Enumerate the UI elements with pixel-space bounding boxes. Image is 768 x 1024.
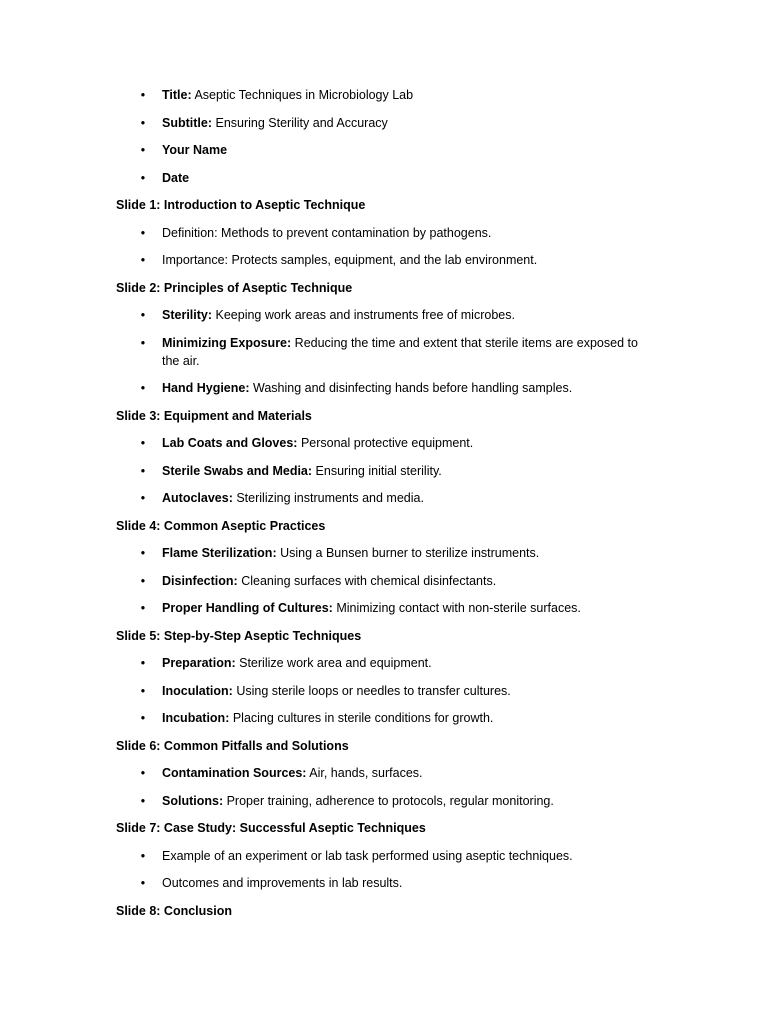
- item-text: Proper training, adherence to protocols, regular monitoring.: [226, 793, 554, 808]
- bullet-icon: •: [140, 253, 146, 267]
- list-item: [116, 682, 656, 700]
- bullet-list: [116, 847, 656, 893]
- item-term: Solutions:: [162, 793, 224, 808]
- item-term: Hand Hygiene:: [162, 381, 250, 395]
- list-item: [116, 654, 656, 672]
- list-item: [116, 764, 656, 782]
- bullet-list: [116, 434, 656, 507]
- item-text: Using a Bunsen burner to sterilize instruments.: [280, 546, 540, 560]
- list-item: [116, 599, 656, 617]
- slide-heading: Slide 7: Case Study: Successful Aseptic Techniques: [116, 821, 426, 835]
- bullet-list: [116, 544, 656, 617]
- list-item: [116, 874, 656, 892]
- slide-heading: Slide 5: Step-by-Step Aseptic Techniques: [116, 628, 362, 643]
- slide-heading: Slide 8: Conclusion: [116, 903, 232, 918]
- bullet-list: [116, 224, 656, 270]
- item-text: Washing and disinfecting hands before handling samples.: [253, 381, 573, 395]
- item-term: Inoculation:: [162, 683, 233, 698]
- list-item: [116, 169, 656, 187]
- bullet-list: [116, 654, 656, 727]
- list-item: [116, 572, 656, 590]
- item-term: Subtitle:: [162, 115, 212, 130]
- item-text: Ensuring initial sterility.: [315, 463, 442, 478]
- list-item: [116, 792, 656, 810]
- item-text: Personal protective equipment.: [300, 436, 474, 450]
- item-term: Contamination Sources:: [162, 766, 307, 780]
- item-text: Cleaning surfaces with chemical disinfectants.: [241, 573, 497, 588]
- item-term: Disinfection:: [162, 573, 238, 588]
- item-text: Air, hands, surfaces.: [309, 766, 423, 780]
- item-term: Lab Coats and Gloves:: [162, 436, 298, 450]
- list-item: [116, 251, 656, 269]
- bullet-list: [116, 86, 656, 187]
- list-item: [116, 224, 656, 242]
- bullet-icon: •: [140, 115, 146, 130]
- item-term: Sterility:: [162, 308, 213, 322]
- slide-heading: Slide 6: Common Pitfalls and Solutions: [116, 738, 349, 753]
- bullet-icon: •: [140, 573, 146, 588]
- item-text: Example of an experiment or lab task performed using aseptic techniques.: [162, 848, 573, 863]
- list-item: [116, 334, 656, 370]
- item-term: Your Name: [162, 143, 228, 157]
- bullet-icon: •: [140, 143, 146, 157]
- bullet-icon: •: [140, 381, 146, 395]
- item-text: Reducing the time and extent that sterile items are exposed to the air.: [162, 335, 638, 368]
- bullet-icon: •: [140, 308, 146, 322]
- item-text: Importance: Protects samples, equipment, and the lab environment.: [162, 253, 538, 267]
- bullet-icon: •: [140, 491, 146, 505]
- bullet-icon: •: [140, 656, 146, 670]
- slide-heading: Slide 2: Principles of Aseptic Technique: [116, 280, 353, 295]
- bullet-list: [116, 306, 656, 397]
- bullet-list: [116, 764, 656, 810]
- item-term: Title:: [162, 88, 192, 102]
- item-term: Autoclaves:: [162, 491, 233, 505]
- list-item: [116, 462, 656, 480]
- bullet-icon: •: [140, 601, 146, 615]
- list-item: [116, 86, 656, 104]
- item-text: Minimizing contact with non-sterile surfaces.: [336, 601, 581, 615]
- item-text: Keeping work areas and instruments free of microbes.: [215, 308, 515, 322]
- bullet-icon: •: [140, 766, 146, 780]
- list-item: [116, 306, 656, 324]
- slide-heading: Slide 1: Introduction to Aseptic Technique: [116, 198, 366, 212]
- bullet-icon: •: [140, 546, 146, 560]
- bullet-icon: •: [140, 711, 146, 725]
- list-item: [116, 489, 656, 507]
- bullet-icon: •: [140, 848, 146, 863]
- list-item: [116, 544, 656, 562]
- bullet-icon: •: [140, 170, 146, 185]
- bullet-icon: •: [140, 876, 146, 890]
- item-term: Minimizing Exposure:: [162, 335, 292, 350]
- item-term: Flame Sterilization:: [162, 546, 277, 560]
- bullet-icon: •: [140, 225, 146, 240]
- item-term: Incubation:: [162, 711, 230, 725]
- item-text: Using sterile loops or needles to transfer cultures.: [236, 683, 511, 698]
- bullet-icon: •: [140, 463, 146, 478]
- item-term: Sterile Swabs and Media:: [162, 463, 313, 478]
- bullet-icon: •: [140, 88, 146, 102]
- list-item: [116, 379, 656, 397]
- bullet-icon: •: [140, 436, 146, 450]
- item-text: Sterilize work area and equipment.: [239, 656, 432, 670]
- document-body: [116, 86, 656, 929]
- item-text: Placing cultures in sterile conditions for growth.: [232, 711, 494, 725]
- list-item: [116, 434, 656, 452]
- item-text: Ensuring Sterility and Accuracy: [215, 115, 388, 130]
- item-text: Sterilizing instruments and media.: [236, 491, 424, 505]
- bullet-icon: •: [140, 793, 146, 808]
- list-item: [116, 847, 656, 865]
- bullet-icon: •: [140, 335, 146, 350]
- slide-heading: Slide 3: Equipment and Materials: [116, 408, 312, 423]
- list-item: [116, 709, 656, 727]
- list-item: [116, 141, 656, 159]
- item-text: Outcomes and improvements in lab results.: [162, 876, 403, 890]
- bullet-icon: •: [140, 683, 146, 698]
- item-term: Date: [162, 170, 190, 185]
- item-term: Proper Handling of Cultures:: [162, 601, 333, 615]
- item-text: Definition: Methods to prevent contamination by pathogens.: [162, 225, 492, 240]
- item-text: Aseptic Techniques in Microbiology Lab: [194, 88, 414, 102]
- list-item: [116, 114, 656, 132]
- slide-heading: Slide 4: Common Aseptic Practices: [116, 518, 326, 533]
- item-term: Preparation:: [162, 656, 236, 670]
